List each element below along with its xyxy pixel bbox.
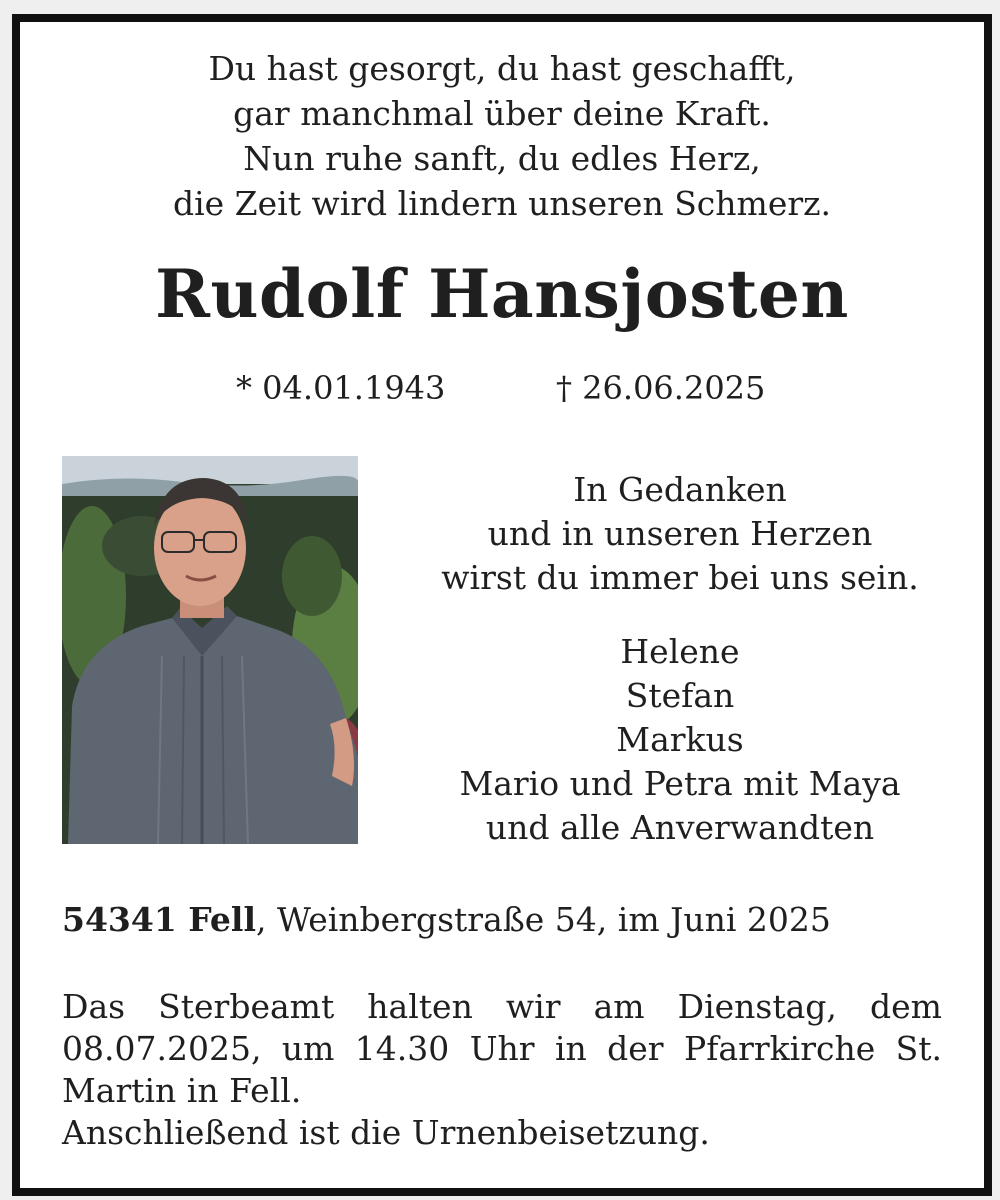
poem (20, 46, 984, 226)
portrait-photo (62, 456, 358, 844)
thoughts-line: In Gedanken (573, 470, 787, 509)
thoughts-line: und in unseren Herzen (487, 514, 873, 553)
deceased-name: Rudolf Hansjosten (155, 255, 849, 333)
service-word: 14.30 (354, 1029, 450, 1068)
thoughts-line: wirst du immer bei uns sein. (441, 558, 919, 597)
service-word: Pfarrkirche (684, 1029, 876, 1068)
service-word: in (554, 1029, 587, 1068)
service-word: Sterbeamt (158, 987, 335, 1026)
mourner: und alle Anverwandten (485, 808, 875, 847)
mourner: Mario und Petra mit Maya (459, 764, 901, 803)
service-word: St. (895, 1029, 942, 1068)
service-line-4: Anschließend ist die Urnenbeisetzung. (62, 1113, 710, 1152)
mourner: Stefan (625, 676, 735, 715)
service-word: Uhr (469, 1029, 535, 1068)
address-place: 54341 Fell (62, 900, 256, 939)
service-word: Das (62, 987, 126, 1026)
service-word: um (281, 1029, 335, 1068)
mourners-list (410, 630, 950, 850)
service-word: halten (367, 987, 473, 1026)
service-word: 08.07.2025, (62, 1029, 262, 1068)
service-word: wir (505, 987, 561, 1026)
service-word: dem (869, 987, 942, 1026)
birth-date: * 04.01.1943 (236, 369, 446, 407)
mourner: Markus (616, 720, 744, 759)
death-date: † 26.06.2025 (556, 369, 766, 407)
portrait-photo-icon (62, 456, 358, 844)
service-notice (62, 986, 942, 1154)
service-line-1 (62, 986, 942, 1028)
poem-line: Du hast gesorgt, du hast geschafft, (208, 49, 796, 88)
poem-line: Nun ruhe sanft, du edles Herz, (243, 139, 761, 178)
address-line (62, 898, 831, 942)
service-word: der (607, 1029, 664, 1068)
obituary-frame (12, 14, 992, 1196)
poem-line: die Zeit wird lindern unseren Schmerz. (172, 184, 832, 223)
address-rest: , Weinbergstraße 54, im Juni 2025 (256, 900, 831, 939)
thoughts-verse (410, 468, 950, 600)
mourner: Helene (620, 632, 740, 671)
service-line-2 (62, 1028, 942, 1070)
service-word: Dienstag, (677, 987, 837, 1026)
service-line-3: Martin in Fell. (62, 1071, 302, 1110)
poem-line: gar manchmal über deine Kraft. (233, 94, 771, 133)
service-word: am (593, 987, 645, 1026)
